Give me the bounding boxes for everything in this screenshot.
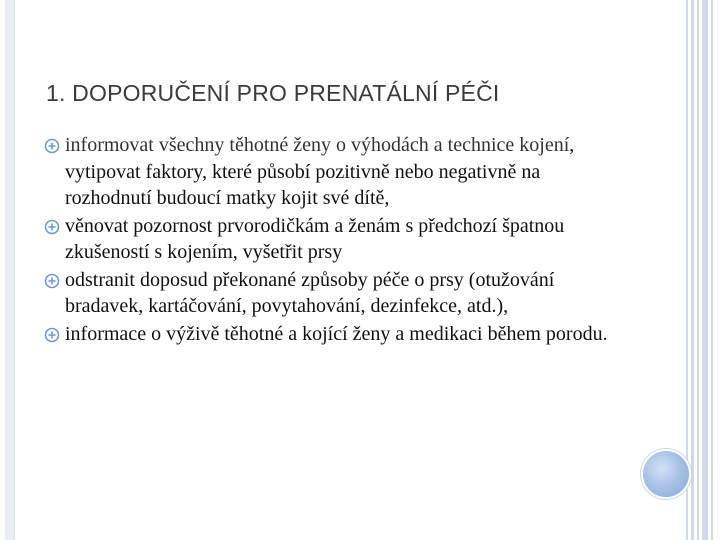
bullet-emphasis: informovat všechny těhotné ženy o výhodách a technice kojení <box>65 134 570 156</box>
circle-plus-icon <box>44 219 60 235</box>
slide-frame-left <box>5 0 15 540</box>
list-item <box>44 267 624 320</box>
circle-plus-icon <box>44 327 60 343</box>
slide-frame-right <box>686 0 720 540</box>
bullet-list <box>44 132 624 348</box>
list-item <box>44 213 624 266</box>
list-item <box>44 321 624 348</box>
list-item <box>44 132 624 212</box>
slide-title: 1. DOPORUČENÍ PRO PRENATÁLNÍ PÉČI <box>46 80 500 106</box>
bullet-text: odstranit doposud překonané způsoby péče o prsy (otužování bradavek, kartáčování, povytahování, dezinfekce, atd.), <box>65 268 555 317</box>
decorative-orb <box>641 449 691 499</box>
bullet-text: , vytipovat faktory, které působí pozitivně nebo negativně na rozhodnutí budoucí matky kojit své dítě, <box>65 134 575 209</box>
bullet-text: informace o výživě těhotné a kojící ženy a medikaci během porodu. <box>65 322 608 345</box>
bullet-text: věnovat pozornost prvorodičkám a ženám s předchozí špatnou zkušeností s kojením, vyšetřit prsy <box>65 214 565 263</box>
circle-plus-icon <box>44 273 60 289</box>
circle-plus-icon <box>44 138 60 154</box>
